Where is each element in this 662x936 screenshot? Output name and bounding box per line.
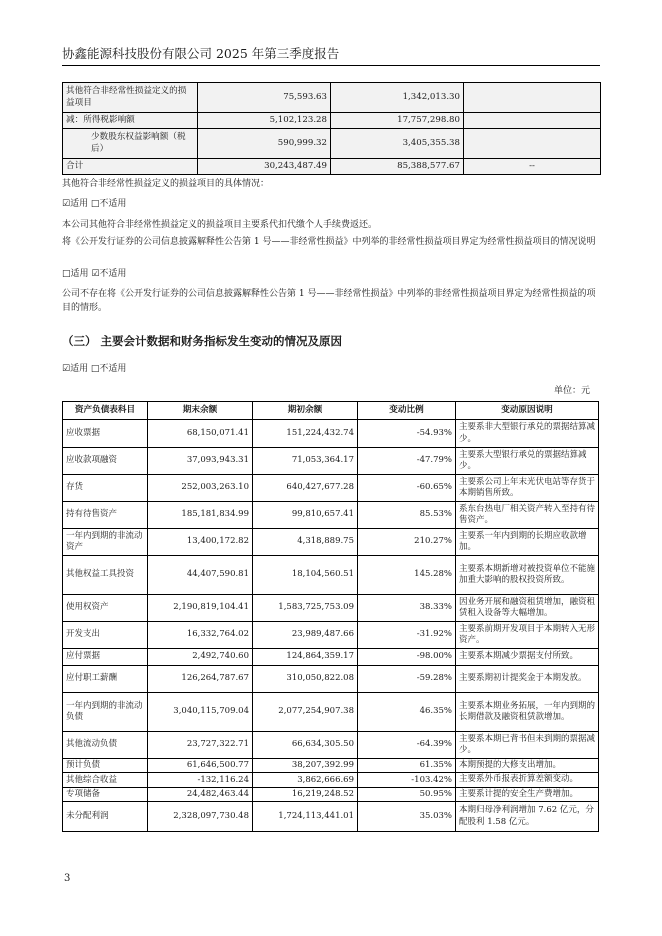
note-cell	[464, 83, 601, 113]
table-row	[63, 556, 599, 595]
report-header: 协鑫能源科技股份有限公司 2025 年第三季度报告	[62, 44, 600, 66]
end-balance: 2,190,819,104.41	[148, 595, 253, 622]
change-reason: 系东台热电厂相关资产转入至持有待售资产。	[456, 502, 599, 529]
item-name: 未分配利润	[63, 802, 148, 832]
item-name: 持有待售资产	[63, 502, 148, 529]
table-header-row	[63, 402, 599, 420]
table-row	[63, 420, 599, 448]
table-row	[63, 129, 601, 159]
change-reason: 本期归母净利润增加 7.62 亿元，分配股利 1.58 亿元。	[456, 802, 599, 832]
row-label: 其他符合非经常性损益定义的损益项目	[63, 83, 198, 113]
header-item: 资产负债表科目	[63, 402, 148, 420]
change-reason: 主要系本期已背书但未到期的票据减少。	[456, 732, 599, 759]
not-applicable-checkbox-line: □适用 ☑不适用	[62, 269, 127, 279]
header-change-ratio: 变动比例	[358, 402, 456, 420]
page-number: 3	[64, 873, 71, 884]
table-row	[63, 595, 599, 622]
begin-balance: 71,053,364.17	[253, 448, 358, 475]
table-row	[63, 666, 599, 693]
begin-balance: 16,219,248.52	[253, 787, 358, 801]
begin-balance: 23,989,487.66	[253, 622, 358, 649]
change-ratio: -64.39%	[358, 732, 456, 759]
current-amount: 75,593.63	[198, 83, 331, 113]
current-amount: 30,243,487.49	[198, 159, 331, 175]
item-name: 存货	[63, 475, 148, 502]
table-row	[63, 773, 599, 787]
row-label: 减：所得税影响额	[63, 113, 198, 129]
ytd-amount: 17,757,298.80	[331, 113, 464, 129]
note-cell	[464, 129, 601, 159]
begin-balance: 310,050,822.08	[253, 666, 358, 693]
change-reason: 主要系一年内到期的长期应收款增加。	[456, 529, 599, 556]
row-label: 少数股东权益影响额（税后）	[63, 129, 198, 159]
item-name: 预计负债	[63, 759, 148, 773]
table-row	[63, 622, 599, 649]
begin-balance: 3,862,666.69	[253, 773, 358, 787]
paragraph-reclass-title: 将《公开发行证券的公司信息披露解释性公告第 1 号——非经常性损益》中列举的非经常性损益项目界定为经常性损益项目的情况说明	[62, 237, 596, 247]
header-reason: 变动原因说明	[456, 402, 599, 420]
change-reason: 主要系非大型银行承兑的票据结算减少。	[456, 420, 599, 448]
begin-balance: 2,077,254,907.38	[253, 693, 358, 732]
change-reason: 主要系外币报表折算差额变动。	[456, 773, 599, 787]
ytd-amount: 85,388,577.67	[331, 159, 464, 175]
table-row-total	[63, 159, 601, 175]
paragraph-explanation: 本公司其他符合非经常性损益定义的损益项目主要系代扣代缴个人手续费返还。	[62, 220, 378, 230]
begin-balance: 1,724,113,441.01	[253, 802, 358, 832]
change-ratio: -31.92%	[358, 622, 456, 649]
begin-balance: 1,583,725,753.09	[253, 595, 358, 622]
end-balance: 44,407,590.81	[148, 556, 253, 595]
current-amount: 5,102,123.28	[198, 113, 331, 129]
item-name: 开发支出	[63, 622, 148, 649]
item-name: 应付票据	[63, 649, 148, 666]
balance-sheet-changes-table	[62, 401, 599, 832]
change-ratio: -60.65%	[358, 475, 456, 502]
begin-balance: 66,634,305.50	[253, 732, 358, 759]
begin-balance: 99,810,657.41	[253, 502, 358, 529]
table-row	[63, 475, 599, 502]
paragraph-specific-info: 其他符合非经常性损益定义的损益项目的具体情况：	[62, 179, 270, 189]
item-name: 应收款项融资	[63, 448, 148, 475]
change-reason: 主要系本期减少票据支付所致。	[456, 649, 599, 666]
ytd-amount: 3,405,355.38	[331, 129, 464, 159]
item-name: 其他流动负债	[63, 732, 148, 759]
item-name: 一年内到期的非流动负债	[63, 693, 148, 732]
item-name: 专项储备	[63, 787, 148, 801]
table-row	[63, 649, 599, 666]
end-balance: 3,040,115,709.04	[148, 693, 253, 732]
item-name: 一年内到期的非流动资产	[63, 529, 148, 556]
end-balance: 13,400,172.82	[148, 529, 253, 556]
change-reason: 主要系前期开发项目于本期转入无形资产。	[456, 622, 599, 649]
end-balance: 24,482,463.44	[148, 787, 253, 801]
change-ratio: 35.03%	[358, 802, 456, 832]
end-balance: 37,093,943.31	[148, 448, 253, 475]
change-reason: 主要系本期业务拓展，一年内到期的长期借款及融资租赁款增加。	[456, 693, 599, 732]
change-ratio: 61.35%	[358, 759, 456, 773]
end-balance: 2,328,097,730.48	[148, 802, 253, 832]
table-row	[63, 83, 601, 113]
end-balance: -132,116.24	[148, 773, 253, 787]
begin-balance: 4,318,889.75	[253, 529, 358, 556]
item-name: 使用权资产	[63, 595, 148, 622]
item-name: 应付职工薪酬	[63, 666, 148, 693]
item-name: 应收票据	[63, 420, 148, 448]
non-recurring-table	[62, 82, 601, 175]
row-label: 合计	[63, 159, 198, 175]
end-balance: 252,003,263.10	[148, 475, 253, 502]
change-ratio: -59.28%	[358, 666, 456, 693]
table-row	[63, 759, 599, 773]
change-ratio: -54.93%	[358, 420, 456, 448]
unit-label: 单位：元	[553, 386, 590, 396]
table-row	[63, 113, 601, 129]
end-balance: 23,727,322.71	[148, 732, 253, 759]
end-balance: 68,150,071.41	[148, 420, 253, 448]
change-ratio: -103.42%	[358, 773, 456, 787]
table-row	[63, 502, 599, 529]
change-reason: 主要系计提的安全生产费增加。	[456, 787, 599, 801]
begin-balance: 38,207,392.99	[253, 759, 358, 773]
begin-balance: 124,864,359.17	[253, 649, 358, 666]
change-reason: 主要系本期新增对被投资单位不能施加重大影响的股权投资所致。	[456, 556, 599, 595]
ytd-amount: 1,342,013.30	[331, 83, 464, 113]
header-begin-balance: 期初余额	[253, 402, 358, 420]
begin-balance: 640,427,677.28	[253, 475, 358, 502]
table-row	[63, 802, 599, 832]
change-ratio: 46.35%	[358, 693, 456, 732]
table-row	[63, 732, 599, 759]
end-balance: 16,332,764.02	[148, 622, 253, 649]
section-title: （三） 主要会计数据和财务指标发生变动的情况及原因	[62, 334, 343, 348]
change-reason: 因业务开展和融资租赁增加，融资租赁租入设备等大幅增加。	[456, 595, 599, 622]
table-row	[63, 448, 599, 475]
end-balance: 61,646,500.77	[148, 759, 253, 773]
end-balance: 2,492,740.60	[148, 649, 253, 666]
current-amount: 590,999.32	[198, 129, 331, 159]
paragraph-reclass-statement: 公司不存在将《公开发行证券的公司信息披露解释性公告第 1 号——非经常性损益》中列举的非经常性损益项目界定为经常性损益的项目的情形。	[62, 289, 596, 313]
note-cell	[464, 113, 601, 129]
begin-balance: 18,104,560.51	[253, 556, 358, 595]
header-end-balance: 期末余额	[148, 402, 253, 420]
table-row	[63, 787, 599, 801]
change-ratio: 85.53%	[358, 502, 456, 529]
change-ratio: 210.27%	[358, 529, 456, 556]
note-cell: --	[464, 159, 601, 175]
change-ratio: -98.00%	[358, 649, 456, 666]
table-row	[63, 529, 599, 556]
end-balance: 126,264,787.67	[148, 666, 253, 693]
item-name: 其他权益工具投资	[63, 556, 148, 595]
applicable-checkbox-line: ☑适用 □不适用	[62, 199, 127, 209]
table-row	[63, 693, 599, 732]
change-reason: 主要系期初计提奖金于本期发放。	[456, 666, 599, 693]
change-ratio: 145.28%	[358, 556, 456, 595]
change-reason: 主要系大型银行承兑的票据结算减少。	[456, 448, 599, 475]
item-name: 其他综合收益	[63, 773, 148, 787]
begin-balance: 151,224,432.74	[253, 420, 358, 448]
change-reason: 本期预提的大修支出增加。	[456, 759, 599, 773]
applicable-checkbox-line: ☑适用 □不适用	[62, 364, 127, 374]
change-ratio: 50.95%	[358, 787, 456, 801]
change-ratio: -47.79%	[358, 448, 456, 475]
change-ratio: 38.33%	[358, 595, 456, 622]
end-balance: 185,181,834.99	[148, 502, 253, 529]
change-reason: 主要系公司上年末光伏电站等存货于本期销售所致。	[456, 475, 599, 502]
